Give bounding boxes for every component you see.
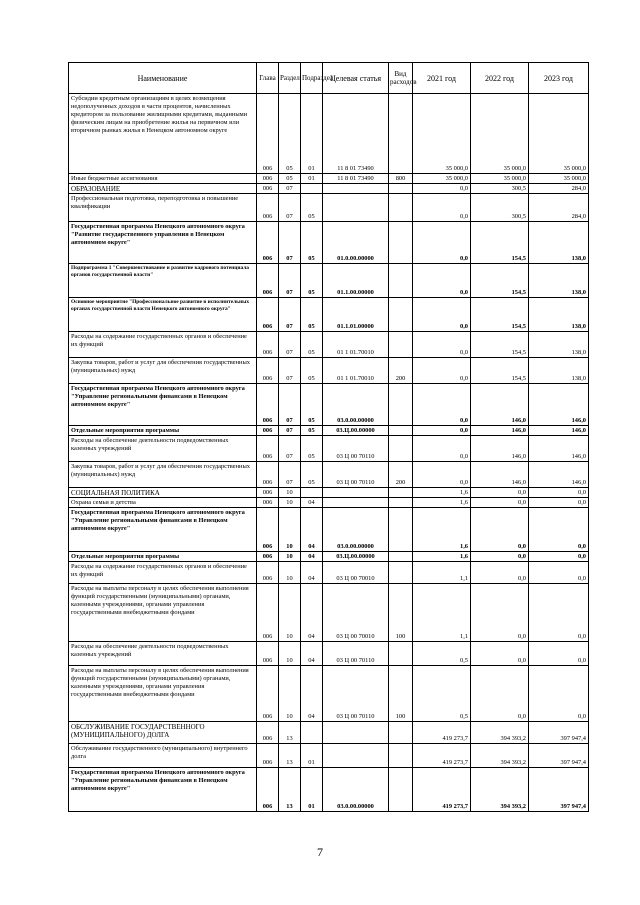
table-row <box>69 94 589 174</box>
cell-2022: 154,5 <box>471 264 529 298</box>
cell-2021: 0,0 <box>413 462 471 488</box>
cell-2023: 284,0 <box>529 184 589 194</box>
budget-table-sheet <box>68 62 588 812</box>
cell-2023: 0,0 <box>529 498 589 508</box>
cell-2022: 154,5 <box>471 332 529 358</box>
cell-chapter: 006 <box>257 436 279 462</box>
cell-subsection: 05 <box>301 436 323 462</box>
cell-2021: 419 273,7 <box>413 744 471 768</box>
cell-section: 05 <box>279 94 301 174</box>
cell-2023: 397 947,4 <box>529 722 589 744</box>
cell-2023: 0,0 <box>529 508 589 552</box>
cell-2023: 397 947,4 <box>529 744 589 768</box>
cell-exp-type <box>389 332 413 358</box>
cell-section: 10 <box>279 508 301 552</box>
cell-name: Государственная программа Ненецкого автономного округа "Управление региональными финансами в Ненецком автономном округе" <box>69 508 257 552</box>
cell-chapter: 006 <box>257 508 279 552</box>
table-header-row <box>69 63 589 94</box>
cell-2021: 1,1 <box>413 562 471 584</box>
cell-section: 10 <box>279 666 301 722</box>
cell-chapter: 006 <box>257 462 279 488</box>
cell-name: Профессиональная подготовка, переподготовка и повышение квалификации <box>69 194 257 222</box>
cell-name: ОБРАЗОВАНИЕ <box>69 184 257 194</box>
cell-2023: 0,0 <box>529 488 589 498</box>
cell-subsection: 05 <box>301 194 323 222</box>
cell-subsection: 05 <box>301 222 323 264</box>
cell-2021: 0,0 <box>413 426 471 436</box>
cell-2022: 0,0 <box>471 552 529 562</box>
cell-2021: 1,6 <box>413 488 471 498</box>
table-row <box>69 642 589 666</box>
cell-section: 10 <box>279 552 301 562</box>
cell-section: 07 <box>279 436 301 462</box>
cell-target: 03.Ц.00.00000 <box>323 552 389 562</box>
cell-target: 01.0.00.00000 <box>323 222 389 264</box>
cell-2022: 0,0 <box>471 666 529 722</box>
cell-name: Закупка товаров, работ и услуг для обеспечения государственных (муниципальных) нужд <box>69 462 257 488</box>
budget-table <box>68 62 589 812</box>
cell-chapter: 006 <box>257 562 279 584</box>
cell-target <box>323 744 389 768</box>
cell-2023: 35 000,0 <box>529 94 589 174</box>
cell-name: Расходы на обеспечение деятельности подведомственных казенных учреждений <box>69 642 257 666</box>
cell-exp-type <box>389 498 413 508</box>
cell-subsection: 04 <box>301 666 323 722</box>
table-row <box>69 332 589 358</box>
cell-subsection: 05 <box>301 358 323 384</box>
cell-subsection <box>301 488 323 498</box>
cell-name: СОЦИАЛЬНАЯ ПОЛИТИКА <box>69 488 257 498</box>
cell-subsection: 01 <box>301 768 323 812</box>
cell-name: Расходы на содержание государственных органов и обеспечение их функций <box>69 332 257 358</box>
table-row <box>69 666 589 722</box>
cell-name: Основное мероприятие "Профессиональное развитие в исполнительных органах государственной власти Ненецкого автономного округа" <box>69 298 257 332</box>
cell-target <box>323 722 389 744</box>
table-row <box>69 744 589 768</box>
cell-exp-type <box>389 184 413 194</box>
cell-subsection: 01 <box>301 174 323 184</box>
table-row <box>69 508 589 552</box>
cell-subsection <box>301 722 323 744</box>
cell-section: 07 <box>279 426 301 436</box>
cell-2022: 146,0 <box>471 436 529 462</box>
cell-section: 13 <box>279 744 301 768</box>
cell-chapter: 006 <box>257 194 279 222</box>
table-row <box>69 722 589 744</box>
cell-2023: 35 000,0 <box>529 174 589 184</box>
cell-subsection: 04 <box>301 642 323 666</box>
cell-chapter: 006 <box>257 768 279 812</box>
cell-target: 03 Ц 00 70010 <box>323 562 389 584</box>
cell-section: 10 <box>279 642 301 666</box>
cell-target: 01.1.01.00000 <box>323 298 389 332</box>
cell-2022: 0,0 <box>471 584 529 642</box>
cell-name: Субсидии кредитным организациям в целях возмещения недополученных доходов в части процентов, начисленных кредитором за пользование жилищными кредитами, выданными физическим лицам на приобретение жилья на первичном или вторичном рынках жилья в Ненецком автономном округе <box>69 94 257 174</box>
cell-2022: 35 000,0 <box>471 174 529 184</box>
col-header-2023: 2023 год <box>529 63 589 94</box>
cell-2023: 138,0 <box>529 264 589 298</box>
table-row <box>69 298 589 332</box>
cell-2021: 1,1 <box>413 584 471 642</box>
cell-2021: 0,5 <box>413 666 471 722</box>
cell-exp-type <box>389 426 413 436</box>
table-row <box>69 562 589 584</box>
cell-2022: 0,0 <box>471 642 529 666</box>
cell-section: 07 <box>279 194 301 222</box>
cell-name: Расходы на содержание государственных органов и обеспечение их функций <box>69 562 257 584</box>
cell-subsection: 04 <box>301 584 323 642</box>
cell-target: 01 1 01.70010 <box>323 332 389 358</box>
table-row <box>69 584 589 642</box>
cell-chapter: 006 <box>257 384 279 426</box>
cell-section: 10 <box>279 498 301 508</box>
cell-target: 11 8 01 73490 <box>323 94 389 174</box>
cell-2022: 154,5 <box>471 222 529 264</box>
cell-name: Отдельные мероприятия программы <box>69 552 257 562</box>
cell-target <box>323 194 389 222</box>
cell-subsection <box>301 184 323 194</box>
table-row <box>69 426 589 436</box>
cell-chapter: 006 <box>257 722 279 744</box>
cell-name: ОБСЛУЖИВАНИЕ ГОСУДАРСТВЕННОГО (МУНИЦИПАЛЬНОГО) ДОЛГА <box>69 722 257 744</box>
table-row <box>69 264 589 298</box>
cell-2022: 300,5 <box>471 184 529 194</box>
cell-section: 05 <box>279 174 301 184</box>
page-number: 7 <box>317 845 323 859</box>
cell-subsection: 05 <box>301 462 323 488</box>
cell-2021: 1,6 <box>413 498 471 508</box>
cell-target <box>323 498 389 508</box>
cell-chapter: 006 <box>257 174 279 184</box>
cell-target <box>323 488 389 498</box>
cell-subsection: 04 <box>301 508 323 552</box>
cell-exp-type <box>389 552 413 562</box>
cell-2023: 0,0 <box>529 552 589 562</box>
cell-exp-type <box>389 94 413 174</box>
table-row <box>69 768 589 812</box>
cell-2021: 0,0 <box>413 358 471 384</box>
cell-name: Государственная программа Ненецкого автономного округа "Управление региональными финансами в Ненецком автономном округе" <box>69 768 257 812</box>
col-header-subsection: Подраздел <box>301 63 323 94</box>
cell-name: Государственная программа Ненецкого автономного округа "Развитие государственного управления в Ненецком автономном округе" <box>69 222 257 264</box>
cell-2021: 35 000,0 <box>413 94 471 174</box>
cell-name: Государственная программа Ненецкого автономного округа "Управление региональными финансами в Ненецком автономном округе" <box>69 384 257 426</box>
cell-section: 10 <box>279 488 301 498</box>
cell-section: 07 <box>279 184 301 194</box>
cell-2021: 0,5 <box>413 642 471 666</box>
cell-2022: 0,0 <box>471 488 529 498</box>
table-row <box>69 184 589 194</box>
table-row <box>69 488 589 498</box>
cell-name: Охрана семьи и детства <box>69 498 257 508</box>
cell-subsection: 05 <box>301 298 323 332</box>
cell-exp-type: 200 <box>389 462 413 488</box>
cell-2022: 35 000,0 <box>471 94 529 174</box>
cell-target: 03.Ц.00.00000 <box>323 426 389 436</box>
cell-2021: 35 000,0 <box>413 174 471 184</box>
cell-chapter: 006 <box>257 666 279 722</box>
col-header-name: Наименование <box>69 63 257 94</box>
cell-target: 03.0.00.00000 <box>323 508 389 552</box>
cell-exp-type <box>389 298 413 332</box>
cell-2023: 284,0 <box>529 194 589 222</box>
cell-2022: 394 393,2 <box>471 744 529 768</box>
cell-exp-type: 800 <box>389 174 413 184</box>
cell-section: 10 <box>279 562 301 584</box>
cell-target: 01.1.00.00000 <box>323 264 389 298</box>
cell-2023: 146,0 <box>529 426 589 436</box>
cell-exp-type <box>389 722 413 744</box>
cell-2022: 300,5 <box>471 194 529 222</box>
cell-section: 13 <box>279 722 301 744</box>
cell-subsection: 05 <box>301 426 323 436</box>
cell-exp-type: 100 <box>389 666 413 722</box>
cell-chapter: 006 <box>257 552 279 562</box>
cell-exp-type <box>389 508 413 552</box>
cell-chapter: 006 <box>257 744 279 768</box>
cell-subsection: 01 <box>301 94 323 174</box>
cell-2021: 419 273,7 <box>413 722 471 744</box>
cell-subsection: 01 <box>301 744 323 768</box>
cell-2021: 0,0 <box>413 222 471 264</box>
cell-2021: 0,0 <box>413 264 471 298</box>
cell-2021: 0,0 <box>413 184 471 194</box>
cell-chapter: 006 <box>257 264 279 298</box>
cell-2023: 138,0 <box>529 222 589 264</box>
col-header-target: Целевая статья <box>323 63 389 94</box>
cell-2023: 138,0 <box>529 298 589 332</box>
cell-exp-type <box>389 488 413 498</box>
col-header-exp-type: Вид расходов <box>389 63 413 94</box>
cell-section: 13 <box>279 768 301 812</box>
cell-2022: 154,5 <box>471 358 529 384</box>
cell-2022: 154,5 <box>471 298 529 332</box>
cell-exp-type <box>389 384 413 426</box>
cell-2021: 0,0 <box>413 332 471 358</box>
cell-subsection: 05 <box>301 332 323 358</box>
cell-chapter: 006 <box>257 332 279 358</box>
cell-section: 07 <box>279 358 301 384</box>
cell-chapter: 006 <box>257 222 279 264</box>
cell-2023: 0,0 <box>529 584 589 642</box>
cell-section: 10 <box>279 584 301 642</box>
cell-2022: 394 393,2 <box>471 722 529 744</box>
cell-2023: 146,0 <box>529 436 589 462</box>
cell-chapter: 006 <box>257 642 279 666</box>
cell-chapter: 006 <box>257 358 279 384</box>
cell-exp-type <box>389 768 413 812</box>
cell-2022: 0,0 <box>471 508 529 552</box>
cell-2023: 146,0 <box>529 384 589 426</box>
cell-target <box>323 184 389 194</box>
cell-target: 03.0.00.00000 <box>323 768 389 812</box>
cell-exp-type <box>389 744 413 768</box>
cell-subsection: 04 <box>301 552 323 562</box>
cell-chapter: 006 <box>257 584 279 642</box>
cell-target: 03 Ц 00 70110 <box>323 436 389 462</box>
cell-exp-type: 100 <box>389 584 413 642</box>
cell-2022: 146,0 <box>471 462 529 488</box>
table-row <box>69 174 589 184</box>
cell-target: 01 1 01.70010 <box>323 358 389 384</box>
cell-name: Отдельные мероприятия программы <box>69 426 257 436</box>
table-row <box>69 552 589 562</box>
cell-2022: 0,0 <box>471 562 529 584</box>
cell-subsection: 05 <box>301 264 323 298</box>
cell-2022: 0,0 <box>471 498 529 508</box>
table-row <box>69 462 589 488</box>
table-row <box>69 222 589 264</box>
cell-2021: 1,6 <box>413 508 471 552</box>
cell-2023: 0,0 <box>529 562 589 584</box>
cell-exp-type: 200 <box>389 358 413 384</box>
table-row <box>69 194 589 222</box>
cell-2023: 0,0 <box>529 666 589 722</box>
cell-target: 03 Ц 00 70110 <box>323 642 389 666</box>
cell-name: Расходы на обеспечение деятельности подведомственных казенных учреждений <box>69 436 257 462</box>
cell-chapter: 006 <box>257 298 279 332</box>
col-header-chapter: Глава <box>257 63 279 94</box>
cell-subsection: 05 <box>301 384 323 426</box>
cell-2021: 0,0 <box>413 298 471 332</box>
cell-name: Обслуживание государственного (муниципального) внутреннего долга <box>69 744 257 768</box>
cell-section: 07 <box>279 332 301 358</box>
cell-section: 07 <box>279 264 301 298</box>
cell-chapter: 006 <box>257 426 279 436</box>
cell-chapter: 006 <box>257 498 279 508</box>
cell-exp-type <box>389 222 413 264</box>
table-row <box>69 498 589 508</box>
cell-2021: 1,6 <box>413 552 471 562</box>
table-row <box>69 358 589 384</box>
col-header-section: Раздел <box>279 63 301 94</box>
cell-section: 07 <box>279 222 301 264</box>
col-header-2021: 2021 год <box>413 63 471 94</box>
cell-subsection: 04 <box>301 562 323 584</box>
cell-2021: 0,0 <box>413 384 471 426</box>
table-row <box>69 436 589 462</box>
cell-section: 07 <box>279 298 301 332</box>
cell-section: 07 <box>279 462 301 488</box>
cell-2022: 146,0 <box>471 384 529 426</box>
cell-2023: 146,0 <box>529 462 589 488</box>
cell-name: Расходы на выплаты персоналу в целях обеспечения выполнения функций государственными (муниципальными) органами, казенными учреждениями, органами управления государственными внебюджетными фондами <box>69 584 257 642</box>
cell-2023: 138,0 <box>529 332 589 358</box>
cell-name: Иные бюджетные ассигнования <box>69 174 257 184</box>
col-header-2022: 2022 год <box>471 63 529 94</box>
cell-target: 03.0.00.00000 <box>323 384 389 426</box>
cell-target: 03 Ц 00 70110 <box>323 666 389 722</box>
cell-chapter: 006 <box>257 94 279 174</box>
cell-exp-type <box>389 436 413 462</box>
cell-exp-type <box>389 264 413 298</box>
cell-name: Подпрограмма 1 "Совершенствование и развитие кадрового потенциала органов государственной власти" <box>69 264 257 298</box>
cell-2022: 146,0 <box>471 426 529 436</box>
cell-exp-type <box>389 562 413 584</box>
cell-name: Закупка товаров, работ и услуг для обеспечения государственных (муниципальных) нужд <box>69 358 257 384</box>
cell-target: 03 Ц 00 70010 <box>323 584 389 642</box>
table-body <box>69 94 589 812</box>
cell-2023: 0,0 <box>529 642 589 666</box>
cell-section: 07 <box>279 384 301 426</box>
cell-name: Расходы на выплаты персоналу в целях обеспечения выполнения функций государственными (муниципальными) органами, казенными учреждениями, органами управления государственными внебюджетными фондами <box>69 666 257 722</box>
cell-2022: 394 393,2 <box>471 768 529 812</box>
cell-2023: 138,0 <box>529 358 589 384</box>
cell-exp-type <box>389 194 413 222</box>
cell-exp-type <box>389 642 413 666</box>
cell-target: 03 Ц 00 70110 <box>323 462 389 488</box>
cell-chapter: 006 <box>257 184 279 194</box>
cell-2021: 419 273,7 <box>413 768 471 812</box>
cell-subsection: 04 <box>301 498 323 508</box>
cell-chapter: 006 <box>257 488 279 498</box>
cell-2021: 0,0 <box>413 436 471 462</box>
cell-2021: 0,0 <box>413 194 471 222</box>
cell-2023: 397 947,4 <box>529 768 589 812</box>
cell-target: 11 8 01 73490 <box>323 174 389 184</box>
table-row <box>69 384 589 426</box>
